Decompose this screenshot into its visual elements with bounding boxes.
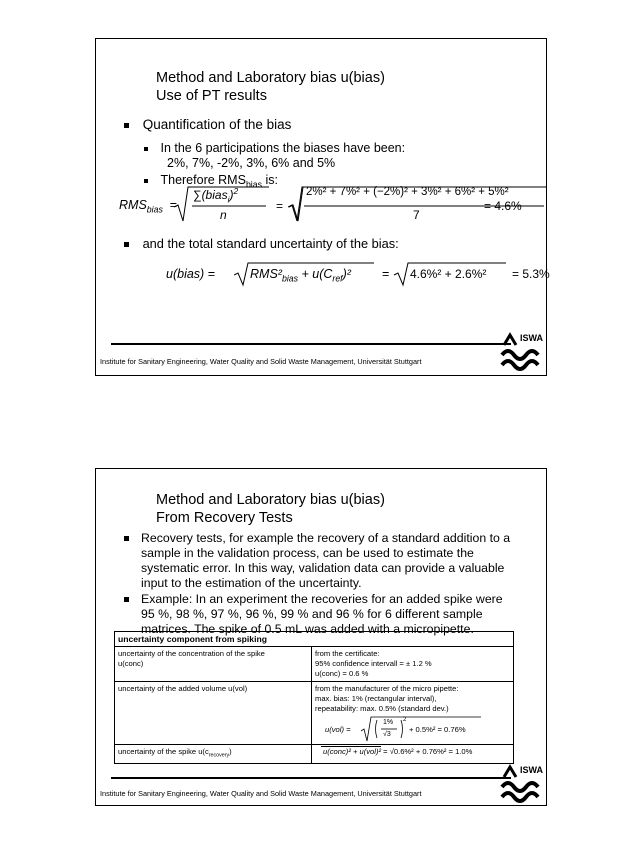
sub-bullet-2-suffix: is:: [262, 173, 278, 187]
row-3-right-radicand: u(conc)² + u(vol)²: [323, 747, 382, 756]
u-bias-lhs: u(bias) =: [166, 267, 215, 281]
rms-den-2: 7: [413, 208, 420, 222]
table-header-row: [115, 632, 514, 647]
u-vol-frac-den: √3: [383, 731, 391, 738]
bullet-1-line-4: input to the estimation of the uncertainty.: [141, 576, 362, 590]
slide-1-bullet-2: [124, 236, 399, 251]
table-row: [115, 682, 514, 745]
bullet-square-icon: [124, 536, 129, 541]
table-row: [115, 745, 514, 764]
bullet-1-line-1: Recovery tests, for example the recovery of a standard addition to a: [141, 531, 511, 545]
table-row: [115, 647, 514, 682]
table-cell: [115, 682, 312, 745]
u-vol-frac-num: 1%: [383, 719, 394, 726]
table-cell: [115, 745, 312, 764]
row-2-right-line-3: repeatability: max. 0.5% (standard dev.): [315, 704, 449, 713]
bullet-2-line-3: matrices. The spike of 0.5 mL was added with a micropipette.: [141, 622, 474, 636]
row-3-left-suffix: ): [229, 747, 232, 756]
sub-bullet-1-line-1: In the 6 participations the biases have been:: [160, 141, 406, 155]
u-cref-close: )²: [342, 267, 351, 281]
slide-2-bullet-1: [124, 531, 510, 591]
table-header: uncertainty component from spiking: [115, 632, 514, 647]
table-cell: [312, 647, 514, 682]
rms-num-1: ∑(bias$_i$)$^2$: [193, 186, 239, 205]
sub-bullet-2-prefix: Therefore RMS: [160, 173, 246, 187]
u-cref: + u(C: [298, 267, 333, 281]
rms-num-1-sub: i: [227, 194, 230, 205]
bullet-square-icon: [144, 147, 148, 151]
rms-num-1-sup: 2: [233, 186, 239, 196]
slide-1: Method and Laboratory bias u(bias) Use of PT results Quantification of the bias In the 6 participations the biases have been: 2%, 7%, -2%, 3%, 6% and 5% Therefore $RMS_{bias}$ is: $RMS_{bias}$ = ∑(bias$_i$)$^2$ n = 2%² + 7%² + (−2%)² + 3%² + 6%² + 5%² 7 = 4.6% and the total standard uncertainty of the bias: u(bias) = $RMS^2_{bias} + u(C_{ref})^2$ = 4.6%² + 2.6%² = 5.3% Institute for Sanitary Engineering, Water Quality and Solid Waste Management, Universität Stuttgart ISWA: [95, 38, 547, 376]
u-vol-lhs: u(vol) =: [325, 725, 351, 734]
table-cell: [115, 647, 312, 682]
rms-squared: RMS²: [250, 267, 282, 281]
slide-2-title-line-2: From Recovery Tests: [156, 510, 293, 526]
sub-bullet-1-line-2: 2%, 7%, -2%, 3%, 6% and 5%: [167, 156, 336, 170]
bullet-1-line-2: sample in the validation process, can be used to estimate the: [141, 546, 474, 560]
footer-divider: [111, 343, 511, 345]
row-3-left-prefix: uncertainty of the spike u(c: [118, 747, 209, 756]
u-bias-radicand-1: [250, 267, 351, 284]
row-1-left-line-1: uncertainty of the concentration of the spike: [118, 649, 265, 658]
slide-1-bullet-1: [124, 117, 291, 133]
bullet-2-text: and the total standard uncertainty of the bias:: [142, 236, 399, 251]
table-cell: [312, 745, 514, 764]
slide-1-title-line-1: Method and Laboratory bias u(bias): [156, 70, 385, 86]
rms-den-1: n: [220, 208, 227, 222]
bullet-2-line-2: 95 %, 98 %, 97 %, 96 %, 99 % and 96 % for 6 different sample: [141, 607, 483, 621]
bullet-1-text: Quantification of the bias: [142, 117, 292, 132]
table-cell: [312, 682, 514, 745]
bullet-square-icon: [124, 597, 129, 602]
uncertainty-table: [114, 631, 514, 764]
row-1-right-line-3: u(conc) = 0.6 %: [315, 669, 369, 678]
row-1-left-line-2: u(conc): [118, 659, 144, 668]
slide-2-footer: Institute for Sanitary Engineering, Water Quality and Solid Waste Management, Universität Stuttgart: [100, 789, 422, 798]
row-3-right-result: = √0.6%² + 0.76%² = 1.0%: [383, 747, 473, 756]
bullet-square-icon: [124, 123, 129, 128]
rms-lhs-sub: bias: [146, 204, 163, 215]
slide-1-title-line-2: Use of PT results: [156, 88, 267, 104]
rms-lhs: RMS: [119, 198, 147, 212]
row-1-right-line-1: from the certificate:: [315, 649, 380, 658]
u-vol-rest: + 0.5%² = 0.76%: [409, 725, 466, 734]
cref-sub: ref: [332, 273, 343, 284]
iswa-logo: [500, 763, 544, 808]
bullet-square-icon: [124, 242, 129, 247]
iswa-logo-text: ISWA: [520, 765, 544, 775]
u-bias-radicand-2: 4.6%² + 2.6%²: [410, 267, 487, 281]
row-2-left-line-1: uncertainty of the added volume u(vol): [118, 684, 248, 693]
row-3-left-sub: recovery: [208, 752, 230, 759]
row-1-right-line-2: 95% confidence intervall = ± 1.2 %: [315, 659, 432, 668]
row-2-right-line-2: max. bias: 1% (rectangular interval),: [315, 694, 437, 703]
slide-2: [95, 468, 547, 806]
footer-divider: [111, 777, 511, 779]
bullet-1-line-3: systematic error. In this way, validation data can provide a valuable: [141, 561, 505, 575]
sub-bullet-2-subscript: bias: [245, 179, 262, 190]
u-vol-equation: u(vol) = 1% √3 2 + 0.5%² = 0.76%: [315, 716, 510, 742]
bullet-square-icon: [144, 179, 148, 183]
u-bias-result: = 5.3%: [512, 267, 550, 281]
rms-squared-sub: bias: [281, 273, 299, 284]
slide-1-sub-bullet-1: [144, 141, 405, 156]
iswa-logo: [500, 331, 544, 376]
bullet-2-line-1: Example: In an experiment the recoveries for an added spike were: [141, 592, 503, 606]
iswa-logo-text: ISWA: [520, 333, 544, 343]
rms-result: = 4.6%: [484, 199, 522, 213]
rms-num-2: 2%² + 7%² + (−2%)² + 3%² + 6%² + 5%²: [306, 186, 509, 198]
slide-2-title-line-1: Method and Laboratory bias u(bias): [156, 492, 385, 508]
row-2-right-line-1: from the manufacturer of the micro pipette:: [315, 684, 459, 693]
slide-1-footer: Institute for Sanitary Engineering, Water Quality and Solid Waste Management, Universität Stuttgart: [100, 357, 422, 366]
